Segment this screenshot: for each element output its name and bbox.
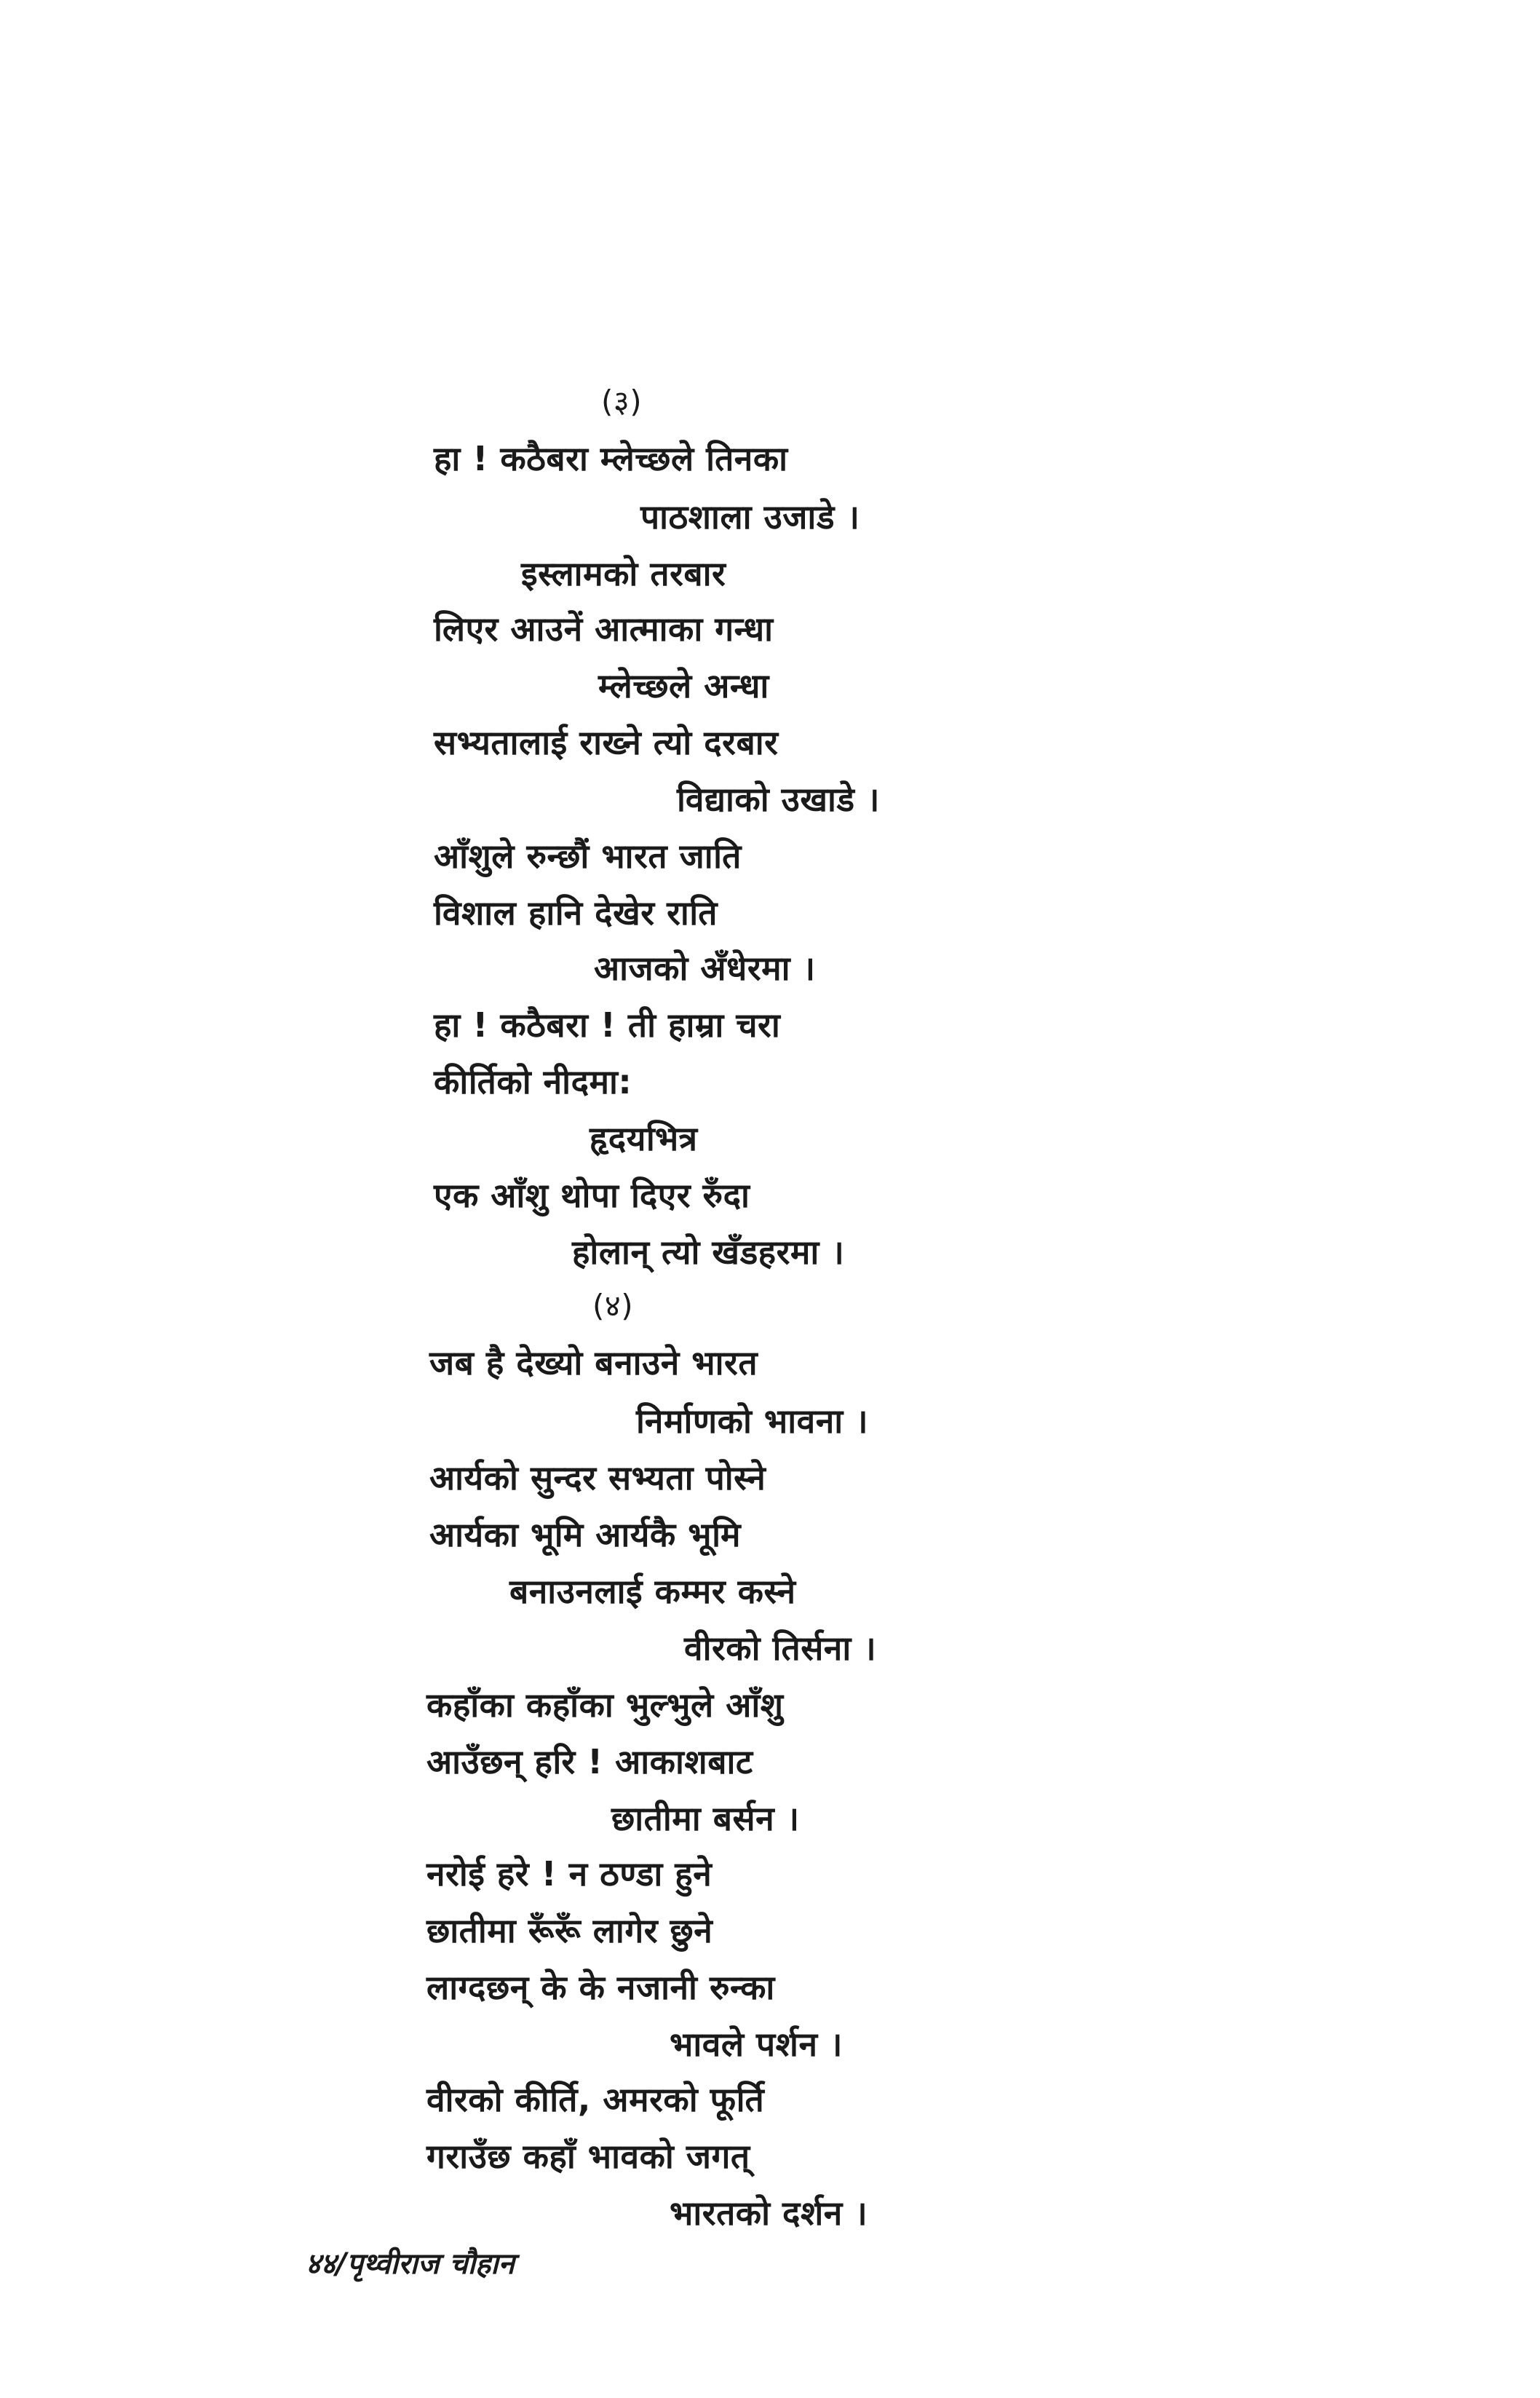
poem-line: जब है देख्यो बनाउने भारत — [429, 1343, 758, 1382]
poem-line: हृदयभित्र — [590, 1119, 698, 1158]
poem-line: गराउँछ कहाँ भावको जगत् — [426, 2137, 750, 2176]
poem-line: म्लेच्छले अन्धा — [598, 666, 769, 705]
poem-line: निर्माणको भावना । — [636, 1401, 869, 1441]
poem-line: होलान् त्यो खँडहरमा । — [572, 1232, 845, 1272]
poem-line: विशाल हानि देखेर राति — [434, 893, 718, 933]
stanza-3-marker: (३) — [601, 384, 643, 419]
poem-line: छातीमा रूँरूँ लागेर छुने — [426, 1911, 713, 1950]
poem-line: आजको अँधेरमा । — [594, 949, 816, 988]
poem-line: हा ! कठैबरा म्लेच्छले तिनका — [434, 439, 788, 478]
poem-line: छातीमा बर्सन । — [611, 1799, 800, 1838]
poem-line: वीरको तिर्सना । — [684, 1629, 877, 1668]
poem-line: विद्याको उखाडे । — [677, 780, 880, 819]
poem-line: भावले पर्शन । — [670, 2025, 843, 2064]
poem-line: सभ्यतालाई राख्ने त्यो दरबार — [434, 723, 779, 762]
poem-line: हा ! कठैबरा ! ती हाम्रा चरा — [434, 1005, 781, 1045]
poem-line: आर्यको सुन्दर सभ्यता पोस्ने — [429, 1458, 766, 1497]
poem-line: एक आँशु थोपा दिएर रुँदा — [434, 1176, 750, 1215]
poem-line: लाग्दछन् के के नजानी रुन्का — [426, 1968, 775, 2007]
poem-line: बनाउनलाई कम्मर कस्ने — [509, 1572, 796, 1611]
stanza-4-marker: (४) — [592, 1288, 634, 1323]
poem-line: आर्यका भूमि आर्यकै भूमि — [429, 1515, 742, 1554]
poem-line: कीर्तिको नीदमा: — [434, 1062, 632, 1101]
poem-line: भारतको दर्शन । — [670, 2193, 868, 2233]
page-footer-label: ४४/पृथ्वीराज चौहान — [306, 2247, 515, 2281]
poem-line: आउँछन् हरि ! आकाशबाट — [426, 1742, 753, 1781]
poem-line: इस्लामको तरबार — [521, 554, 726, 593]
poem-line: पाठशाला उजाडे । — [640, 497, 860, 537]
poem-line: कहाँका कहाँका भुल्भुले आँशु — [426, 1685, 784, 1725]
poem-line: आँशुले रुन्छौं भारत जाति — [434, 836, 742, 876]
poem-line: वीरको कीर्ति, अमरको फूर्ति — [426, 2080, 765, 2119]
poem-line: नरोई हरे ! न ठण्डा हुने — [426, 1854, 713, 1894]
poem-line: लिएर आउनें आत्माका गन्धा — [434, 609, 774, 649]
